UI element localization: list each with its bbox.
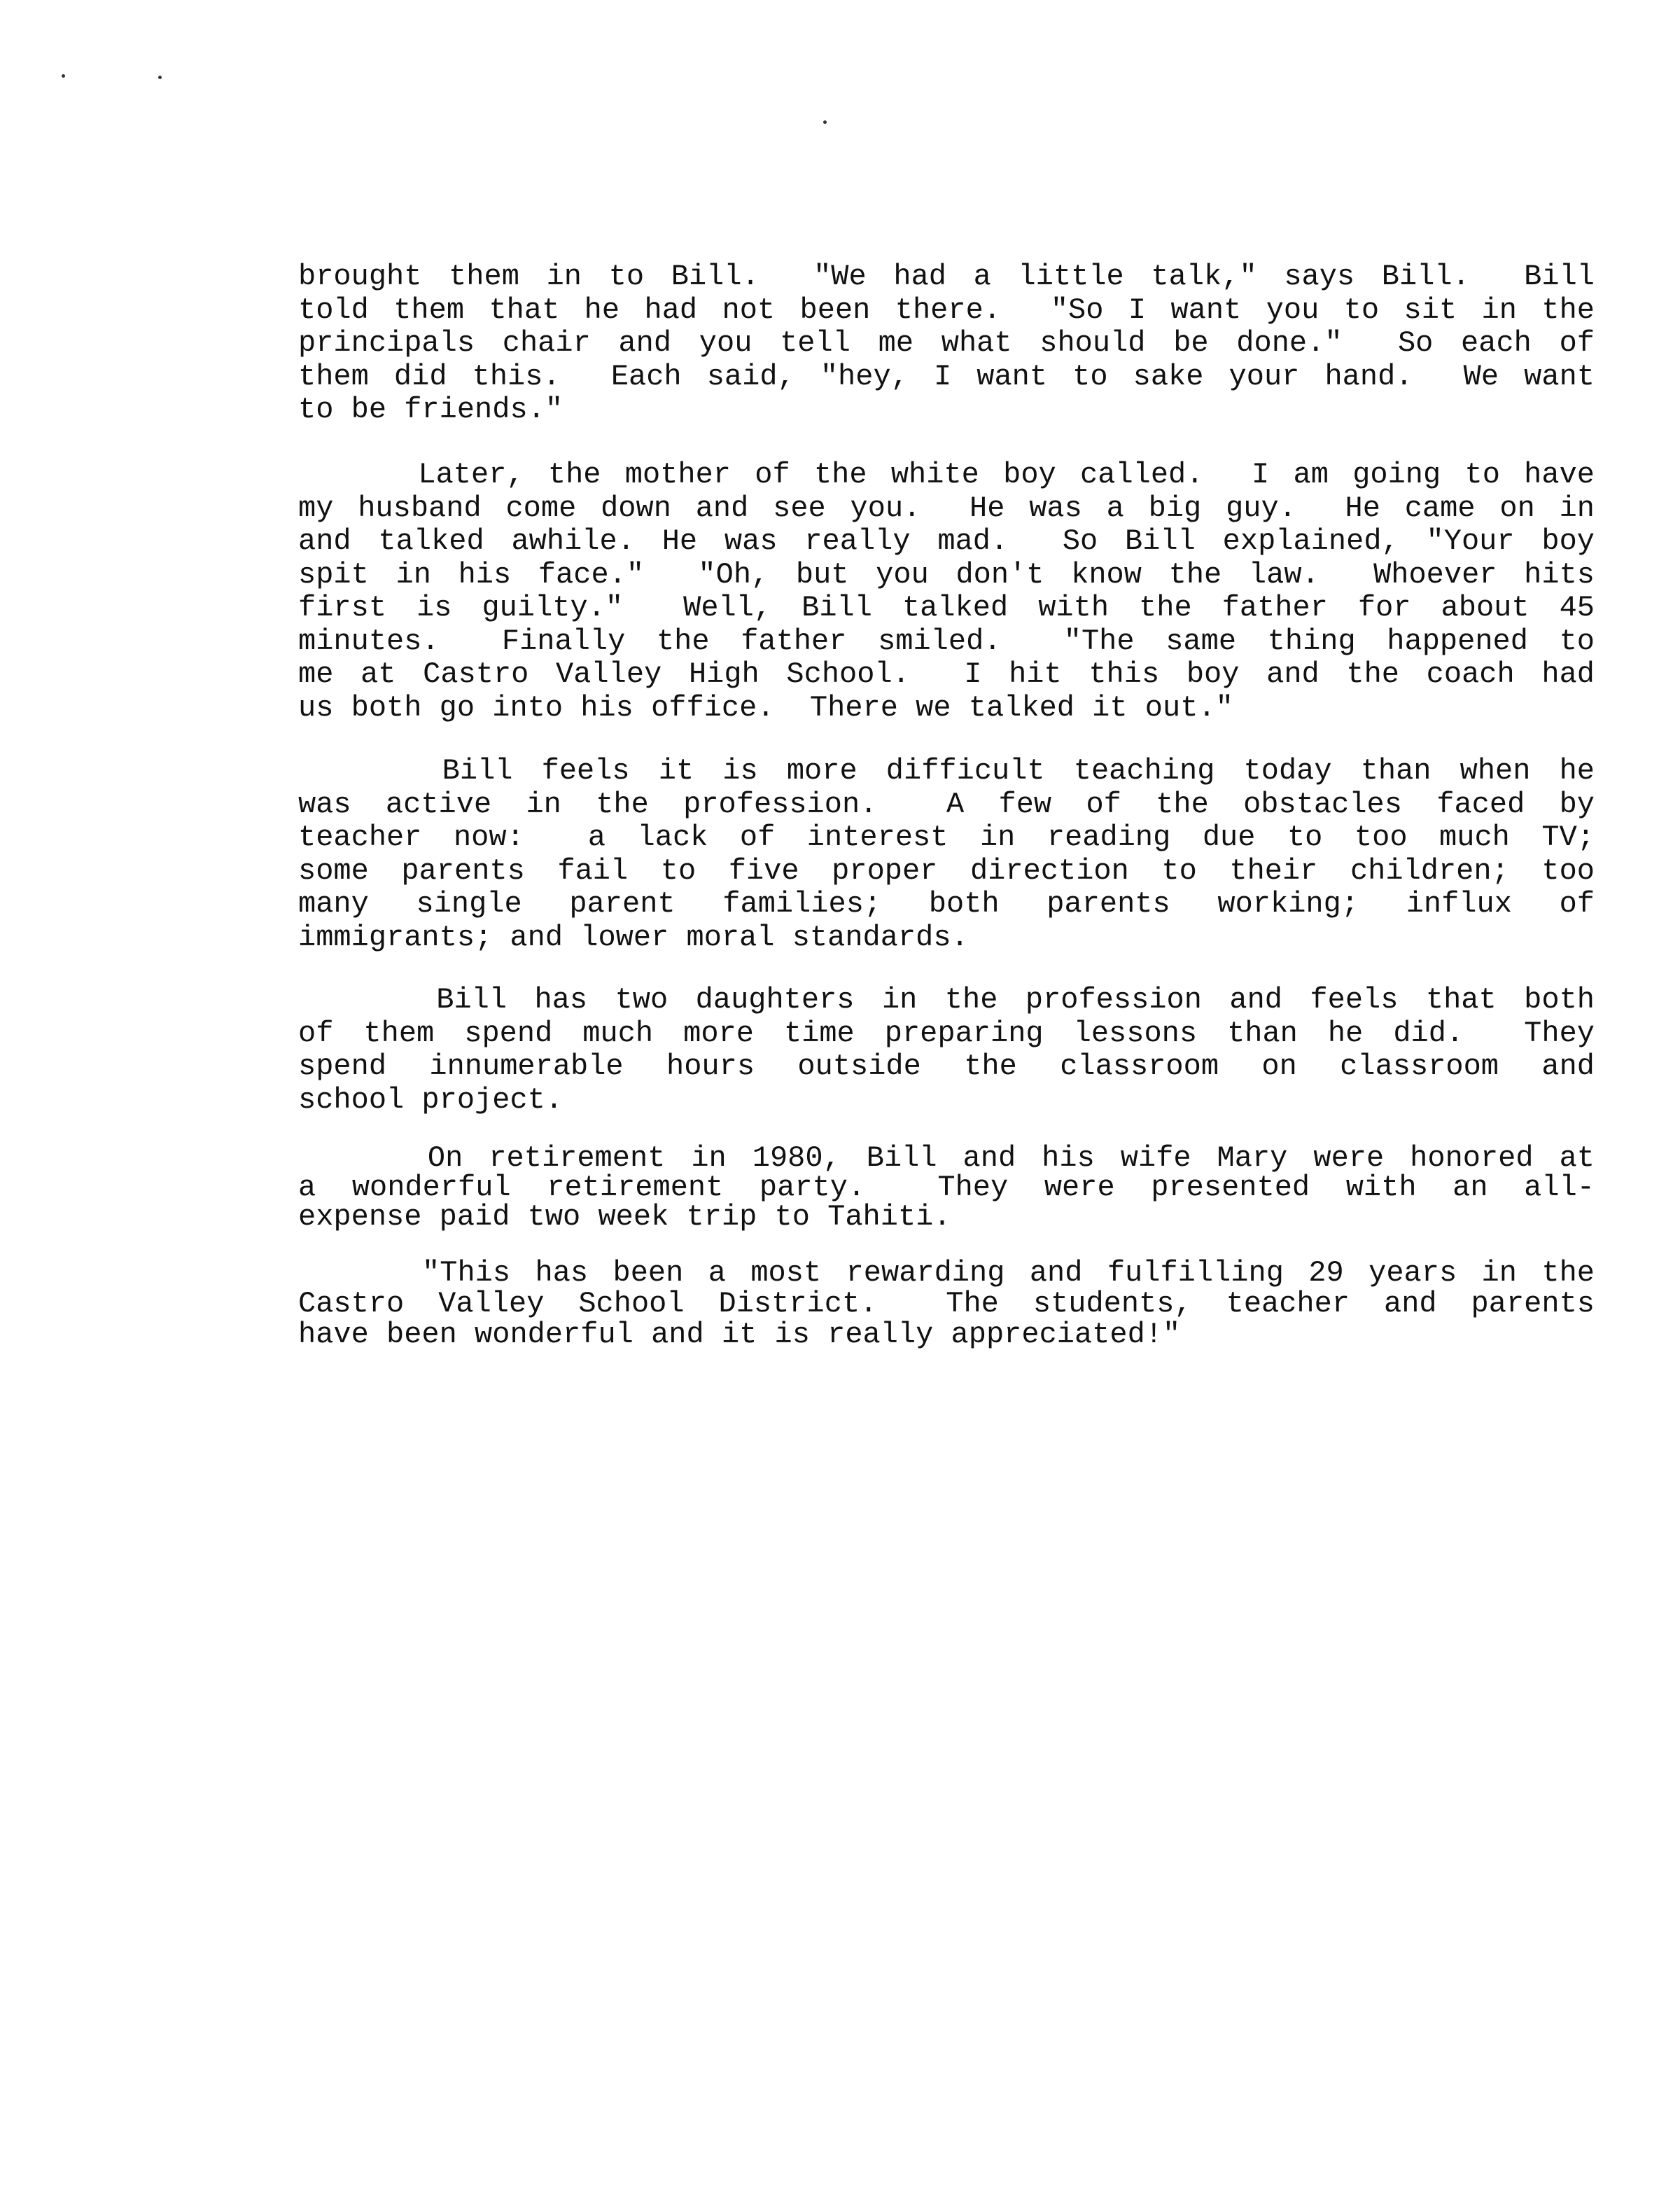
text-line: was active in the profession. A few of the obstacles faced by	[298, 787, 1595, 821]
text-line: a wonderful retirement party. They were presented with an all-	[298, 1171, 1595, 1204]
paragraph-retirement	[298, 1143, 1595, 1232]
text-line: principals chair and you tell me what should be done." So each of	[298, 326, 1595, 360]
scan-speck	[158, 76, 162, 79]
paragraph-teaching-obstacles	[298, 755, 1595, 954]
text-line: expense paid two week trip to Tahiti.	[298, 1200, 951, 1234]
text-line: some parents fail to five proper direction to their children; too	[298, 854, 1595, 888]
paragraph-father-visit	[298, 459, 1595, 725]
text-line: "This has been a most rewarding and fulfilling 29 years in the	[298, 1256, 1595, 1290]
paragraph-principal-meeting	[298, 260, 1595, 427]
scan-speck	[62, 74, 65, 78]
text-line: Castro Valley School District. The students, teacher and parents	[298, 1287, 1595, 1321]
text-line: many single parent families; both parents working; influx of	[298, 887, 1595, 921]
text-line: immigrants; and lower moral standards.	[298, 920, 969, 954]
text-line: them did this. Each said, "hey, I want to sake your hand. We want	[298, 359, 1595, 394]
text-line: me at Castro Valley High School. I hit this boy and the coach had	[298, 657, 1595, 691]
text-line: minutes. Finally the father smiled. "The same thing happened to	[298, 624, 1595, 658]
text-line: of them spend much more time preparing lessons than he did. They	[298, 1016, 1595, 1050]
text-line: us both go into his office. There we talked it out."	[298, 690, 1233, 725]
text-line: brought them in to Bill. "We had a little talk," says Bill. Bill	[298, 260, 1595, 293]
text-line: Later, the mother of the white boy called. I am going to have	[298, 458, 1595, 492]
text-line: Bill has two daughters in the profession and feels that both	[298, 983, 1595, 1017]
text-line: spit in his face." "Oh, but you don't know the law. Whoever hits	[298, 557, 1595, 592]
text-line: and talked awhile. He was really mad. So Bill explained, "Your boy	[298, 524, 1595, 558]
text-line: On retirement in 1980, Bill and his wife Mary were honored at	[298, 1141, 1595, 1175]
text-line: school project.	[298, 1082, 564, 1117]
paragraph-closing-quote	[298, 1258, 1595, 1350]
paragraph-daughters	[298, 984, 1595, 1117]
scan-speck	[823, 120, 827, 124]
text-line: Bill feels it is more difficult teaching today than when he	[298, 754, 1595, 788]
text-line: my husband come down and see you. He was a big guy. He came on in	[298, 491, 1595, 525]
text-line: first is guilty." Well, Bill talked with the father for about 45	[298, 591, 1595, 625]
text-line: spend innumerable hours outside the classroom on classroom and	[298, 1050, 1595, 1083]
text-line: told them that he had not been there. "So I want you to sit in the	[298, 293, 1595, 327]
text-line: have been wonderful and it is really appreciated!"	[298, 1318, 1181, 1351]
text-line: to be friends."	[298, 393, 564, 426]
text-line: teacher now: a lack of interest in reading due to too much TV;	[298, 821, 1595, 854]
